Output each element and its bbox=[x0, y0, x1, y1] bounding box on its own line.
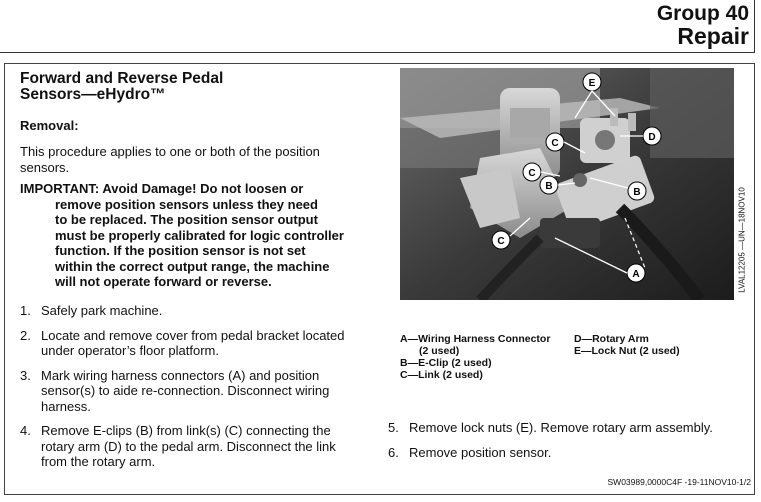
callout-label: B bbox=[633, 187, 641, 198]
group-heading bbox=[657, 2, 749, 48]
callout-label: B bbox=[545, 181, 553, 192]
step-item bbox=[388, 445, 748, 461]
step-number: 4. bbox=[20, 423, 31, 438]
title-line: Forward and Reverse Pedal bbox=[20, 70, 224, 87]
intro-paragraph bbox=[20, 144, 360, 175]
intro-line: sensors. bbox=[20, 159, 70, 175]
page-header bbox=[0, 0, 761, 54]
steps-list-continued bbox=[388, 420, 748, 469]
steps-list bbox=[20, 303, 370, 479]
important-line: to be replaced. The position sensor output bbox=[55, 212, 318, 227]
important-line: function. If the position sensor is not set bbox=[55, 243, 306, 258]
important-line: within the correct output range, the machine bbox=[55, 258, 330, 274]
step-line: Locate and remove cover from pedal bracket located bbox=[41, 327, 345, 343]
step-line: rotary arm (D) to the pedal arm. Disconnect the link bbox=[41, 438, 336, 454]
callout-label: C bbox=[528, 168, 536, 179]
important-notice bbox=[20, 181, 375, 290]
step-line: Safely park machine. bbox=[41, 303, 163, 318]
figure-code bbox=[735, 180, 749, 300]
document-code: SW03989,0000C4F -19-11NOV10-1/2 bbox=[607, 477, 751, 487]
callout-label: C bbox=[497, 236, 505, 247]
callout-label: E bbox=[588, 78, 596, 89]
step-number: 6. bbox=[388, 444, 399, 460]
removal-heading: Removal: bbox=[20, 118, 79, 133]
section-title: Repair bbox=[677, 23, 749, 49]
step-number: 1. bbox=[20, 303, 31, 318]
legend-item: D—Rotary Arm bbox=[574, 333, 649, 345]
legend-item-continued: (2 used) bbox=[419, 345, 460, 357]
step-line: Remove lock nuts (E). Remove rotary arm assembly. bbox=[409, 420, 713, 435]
step-number: 3. bbox=[20, 367, 31, 383]
step-item bbox=[20, 423, 370, 470]
step-number: 5. bbox=[388, 420, 399, 435]
step-line: under operator’s floor platform. bbox=[41, 343, 220, 358]
callout-label: D bbox=[648, 132, 656, 143]
step-line: harness. bbox=[41, 398, 91, 414]
important-line: must be properly calibrated for logic controller bbox=[55, 227, 344, 243]
important-line: IMPORTANT: Avoid Damage! Do not loosen or bbox=[20, 181, 304, 196]
callout-label: C bbox=[551, 138, 559, 149]
step-line: from the rotary arm. bbox=[41, 454, 156, 469]
legend-column-right bbox=[574, 333, 744, 357]
callout-label: A bbox=[632, 269, 640, 280]
step-item bbox=[20, 328, 370, 359]
group-number: Group 40 bbox=[656, 2, 749, 25]
step-line: sensor(s) to aide re-connection. Disconnect wiring bbox=[41, 383, 330, 398]
legend-item: A—Wiring Harness Connector bbox=[400, 333, 551, 345]
header-rule bbox=[0, 0, 755, 53]
figure-code-text: LVAL12205 —UN—18NOV10 bbox=[737, 187, 747, 293]
legend-column-left bbox=[400, 333, 570, 381]
step-line: Remove E-clips (B) from link(s) (C) connecting the bbox=[41, 423, 331, 438]
legend-item: B—E-Clip (2 used) bbox=[400, 357, 492, 369]
step-item bbox=[20, 303, 370, 319]
important-line: remove position sensors unless they need bbox=[55, 196, 318, 212]
intro-line: This procedure applies to one or both of the position bbox=[20, 144, 320, 159]
legend-item: C—Link (2 used) bbox=[400, 369, 483, 381]
title-line: Sensors—eHydro™ bbox=[20, 86, 166, 103]
procedure-title bbox=[20, 71, 280, 103]
step-line: Remove position sensor. bbox=[409, 444, 552, 460]
step-item bbox=[388, 420, 748, 436]
photo-illustration bbox=[400, 68, 734, 300]
step-number: 2. bbox=[20, 327, 31, 343]
step-line: Mark wiring harness connectors (A) and position bbox=[41, 367, 320, 383]
important-line: will not operate forward or reverse. bbox=[55, 274, 272, 289]
step-item bbox=[20, 368, 370, 415]
legend-item: E—Lock Nut (2 used) bbox=[574, 345, 680, 357]
sensor-photo bbox=[400, 68, 734, 300]
